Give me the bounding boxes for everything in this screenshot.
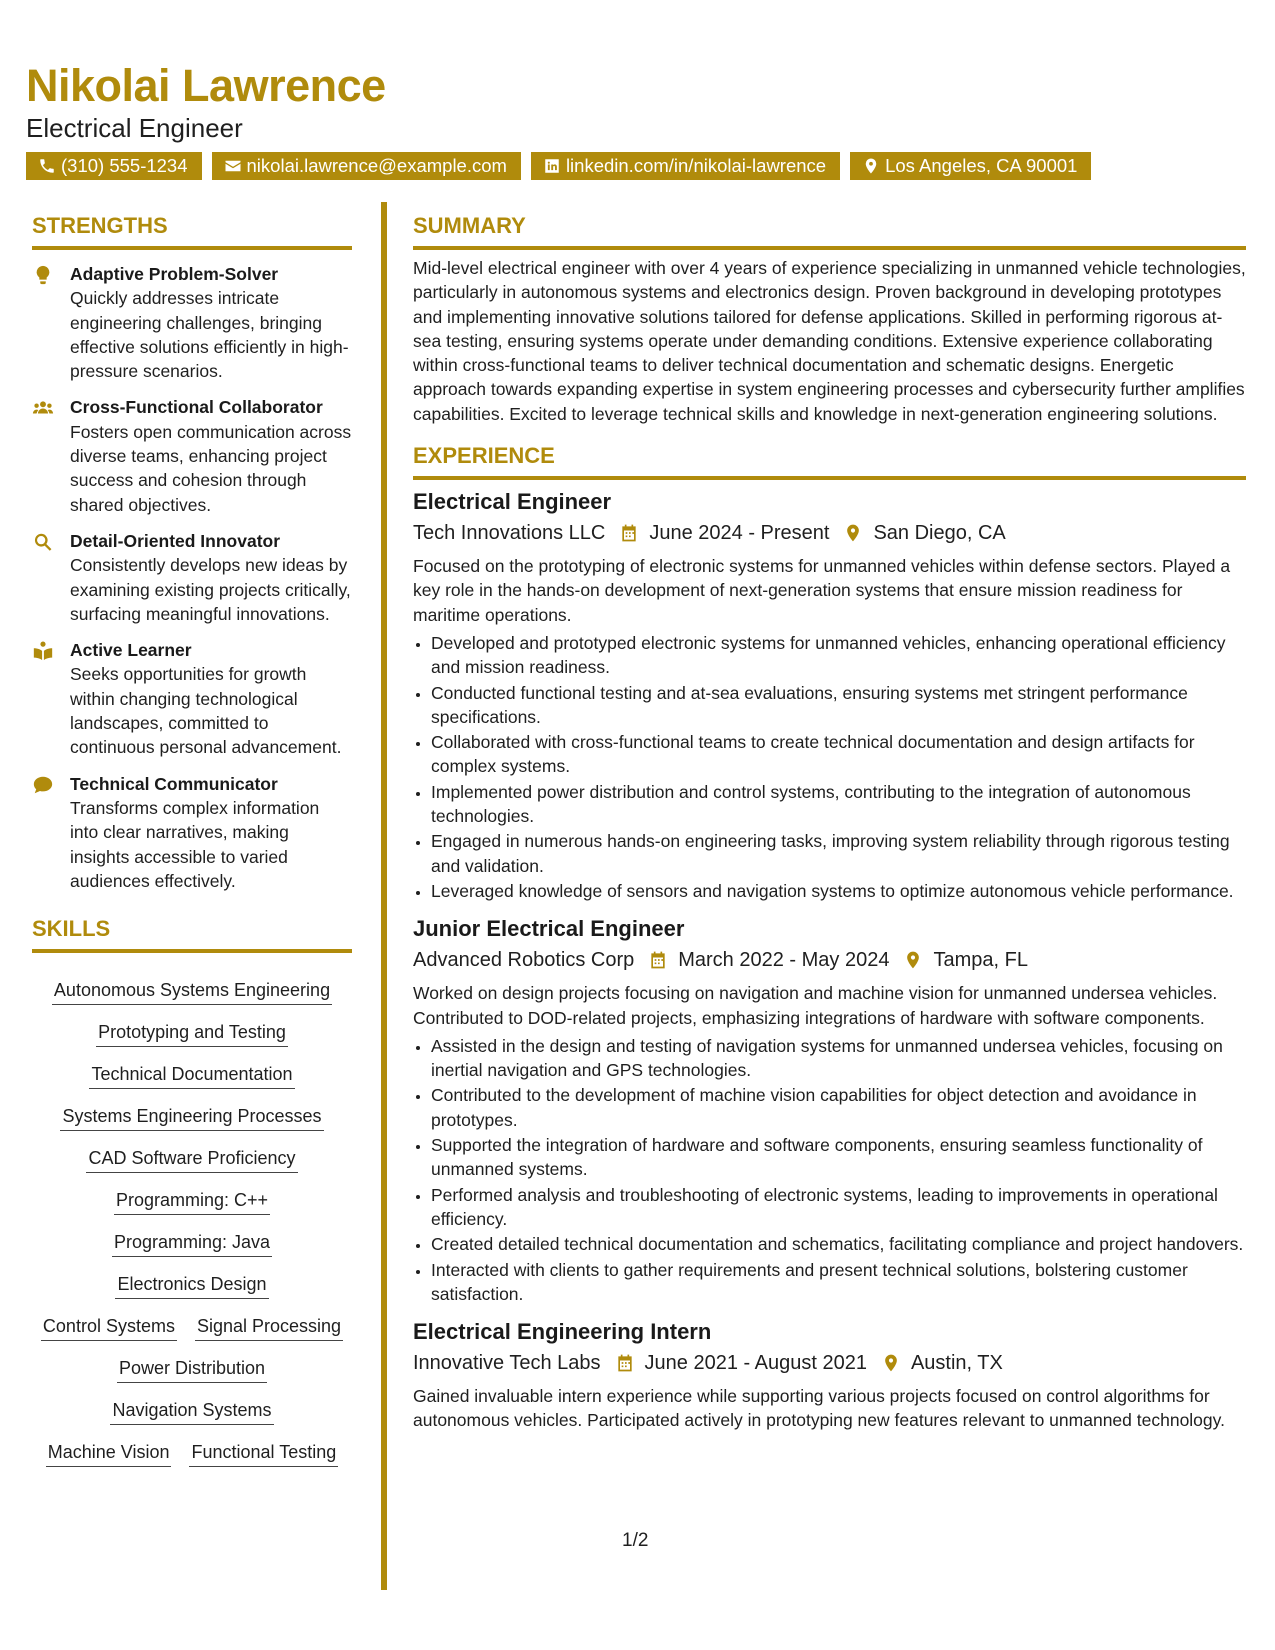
strength-item xyxy=(32,772,352,893)
candidate-name: Nikolai Lawrence xyxy=(26,60,386,111)
contact-phone[interactable] xyxy=(26,152,202,180)
calendar-icon xyxy=(615,1353,635,1373)
lightbulb-icon xyxy=(32,264,54,286)
contact-linkedin-text: linkedin.com/in/nikolai-lawrence xyxy=(565,155,827,176)
strength-title: Adaptive Problem-Solver xyxy=(70,264,279,284)
job-title: Electrical Engineering Intern xyxy=(413,1319,712,1345)
job-bullets xyxy=(413,1034,1246,1306)
contact-bar xyxy=(26,152,1226,180)
linkedin-icon xyxy=(543,157,561,175)
experience-rule xyxy=(413,476,1246,480)
strength-desc: Quickly addresses intricate engineering challenges, bringing effective solutions efficiently in high-pressure scenarios. xyxy=(70,288,349,382)
resume-header xyxy=(26,58,1226,180)
skill-tag: Power Distribution xyxy=(117,1351,267,1383)
job-meta xyxy=(413,945,1246,975)
experience-title: EXPERIENCE xyxy=(413,443,555,469)
strength-desc: Fosters open communication across diverse teams, enhancing project success and cohesion through shared objectives. xyxy=(70,421,352,515)
contact-linkedin[interactable] xyxy=(531,152,840,180)
job-title: Electrical Engineer xyxy=(413,489,612,515)
job-dates: March 2022 - May 2024 xyxy=(678,949,890,972)
job-location: Tampa, FL xyxy=(933,949,1028,972)
strength-title: Detail-Oriented Innovator xyxy=(70,530,281,551)
map-pin-icon xyxy=(903,950,923,970)
skills-list xyxy=(32,963,352,1467)
right-column xyxy=(413,212,1246,1433)
skill-tag: Navigation Systems xyxy=(110,1393,273,1425)
job-location: San Diego, CA xyxy=(873,522,1006,545)
skills-rule xyxy=(32,949,352,953)
contact-phone-text: (310) 555-1234 xyxy=(61,155,188,176)
calendar-icon xyxy=(648,950,668,970)
map-pin-icon xyxy=(881,1353,901,1373)
strengths-title: STRENGTHS xyxy=(32,213,168,238)
strength-item xyxy=(32,262,352,383)
column-divider xyxy=(381,202,387,1590)
job-bullet: • Interacted with clients to gather requirements and present technical solutions, bolstering customer satisfaction. xyxy=(431,1258,1246,1307)
summary-text: Mid-level electrical engineer with over 4 years of experience specializing in unmanned vehicle technologies, particularly in autonomous systems and electronics design. Proven background in developing prototypes and implementing innovative solutions tailored for defense applications. Skilled in performing rigorous at-sea testing, ensuring systems operate under demanding conditions. Extensive experience collaborating within cross-functional teams to deliver technical documentation and schematic designs. Energetic approach towards expanding expertise in system engineering processes and cybersecurity further amplifies capabilities. Excited to leverage technical skills and knowledge in next-generation engineering solutions. xyxy=(413,258,1246,424)
job-entry xyxy=(413,915,1246,1306)
skill-tag: Programming: Java xyxy=(112,1225,272,1257)
summary-rule xyxy=(413,246,1246,250)
skill-tag: Programming: C++ xyxy=(114,1183,270,1215)
job-bullet: • Performed analysis and troubleshooting of electronic systems, leading to improvements in operational efficiency. xyxy=(431,1183,1246,1232)
job-company: Advanced Robotics Corp xyxy=(413,949,635,972)
job-entry xyxy=(413,1318,1246,1433)
skill-tag: Technical Documentation xyxy=(89,1057,294,1089)
strength-item xyxy=(32,395,352,516)
job-bullet: • Assisted in the design and testing of navigation systems for unmanned undersea vehicles, focusing on inertial navigation and GPS technologies. xyxy=(431,1034,1246,1083)
job-description: Focused on the prototyping of electronic systems for unmanned vehicles within defense sectors. Played a key role in the hands-on development of next-generation systems that ensure mission readiness for maritime operations. xyxy=(413,556,1231,625)
phone-icon xyxy=(38,157,56,175)
strength-desc: Consistently develops new ideas by examining existing projects critically, surfacing meaningful innovations. xyxy=(70,555,351,624)
skill-tag: Electronics Design xyxy=(115,1267,268,1299)
left-column xyxy=(32,212,352,1467)
job-location: Austin, TX xyxy=(910,1352,1003,1375)
job-entry xyxy=(413,488,1246,903)
skill-tag: Autonomous Systems Engineering xyxy=(52,973,332,1005)
job-bullet: • Engaged in numerous hands-on engineering tasks, improving system reliability through rigorous testing and validation. xyxy=(431,829,1246,878)
skill-tag: Functional Testing xyxy=(189,1435,338,1467)
contact-location-text: Los Angeles, CA 90001 xyxy=(885,155,1078,176)
job-bullet: • Leveraged knowledge of sensors and navigation systems to optimize autonomous vehicle performance. xyxy=(431,879,1246,903)
job-bullet: • Implemented power distribution and control systems, contributing to the integration of autonomous technologies. xyxy=(431,780,1246,829)
skills-title: SKILLS xyxy=(32,916,111,942)
magnifier-icon xyxy=(32,531,54,553)
job-meta xyxy=(413,1348,1246,1378)
envelope-icon xyxy=(224,157,242,175)
summary-title: SUMMARY xyxy=(413,213,526,238)
job-bullet: • Conducted functional testing and at-sea evaluations, ensuring systems met stringent performance specifications. xyxy=(431,681,1246,730)
map-pin-icon xyxy=(843,523,863,543)
job-bullet: • Developed and prototyped electronic systems for unmanned vehicles, enhancing operational efficiency and mission readiness. xyxy=(431,631,1246,680)
job-title: Junior Electrical Engineer xyxy=(413,916,685,942)
job-bullet: • Collaborated with cross-functional teams to create technical documentation and design artifacts for complex systems. xyxy=(431,730,1246,779)
strength-desc: Seeks opportunities for growth within changing technological landscapes, committed to continuous personal advancement. xyxy=(70,664,342,758)
strengths-rule xyxy=(32,246,352,250)
contact-location xyxy=(850,152,1091,180)
strength-title: Technical Communicator xyxy=(70,773,278,794)
candidate-role: Electrical Engineer xyxy=(26,113,243,143)
job-description: Gained invaluable intern experience while supporting various projects focused on control algorithms for autonomous vehicles. Participated actively in prototyping new features relevant to unmanned technology. xyxy=(413,1386,1225,1431)
skill-tag: Control Systems xyxy=(41,1309,177,1341)
users-icon xyxy=(32,397,54,419)
job-bullet: • Supported the integration of hardware and software components, ensuring seamless functionality of unmanned systems. xyxy=(431,1133,1246,1182)
speech-bubble-icon xyxy=(32,774,54,796)
page-indicator: 1/2 xyxy=(622,1530,649,1551)
job-meta xyxy=(413,518,1246,548)
strength-item xyxy=(32,638,352,759)
skill-tag: Systems Engineering Processes xyxy=(60,1099,323,1131)
job-bullets xyxy=(413,631,1246,903)
job-company: Tech Innovations LLC xyxy=(413,522,606,545)
job-dates: June 2021 - August 2021 xyxy=(644,1352,867,1375)
strength-title: Active Learner xyxy=(70,640,192,661)
strength-item xyxy=(32,529,352,626)
skill-tag: Machine Vision xyxy=(46,1435,172,1467)
skill-tag: Signal Processing xyxy=(195,1309,343,1341)
skill-tag: Prototyping and Testing xyxy=(96,1015,288,1047)
job-bullet: • Contributed to the development of machine vision capabilities for object detection and avoidance in prototypes. xyxy=(431,1083,1246,1132)
job-company: Innovative Tech Labs xyxy=(413,1352,601,1375)
map-pin-icon xyxy=(862,157,880,175)
strength-title: Cross-Functional Collaborator xyxy=(70,397,323,418)
book-reader-icon xyxy=(32,640,54,662)
strength-desc: Transforms complex information into clear narratives, making insights accessible to varied audiences effectively. xyxy=(70,797,320,891)
job-bullet: • Created detailed technical documentation and schematics, facilitating compliance and project handovers. xyxy=(431,1232,1246,1256)
job-description: Worked on design projects focusing on navigation and machine vision for unmanned undersea vehicles. Contributed to DOD-related projects, emphasizing integrations of hardware with software components. xyxy=(413,983,1218,1028)
contact-email-text: nikolai.lawrence@example.com xyxy=(246,155,507,176)
calendar-icon xyxy=(619,523,639,543)
job-dates: June 2024 - Present xyxy=(649,522,830,545)
contact-email[interactable] xyxy=(212,152,521,180)
skill-tag: CAD Software Proficiency xyxy=(86,1141,297,1173)
